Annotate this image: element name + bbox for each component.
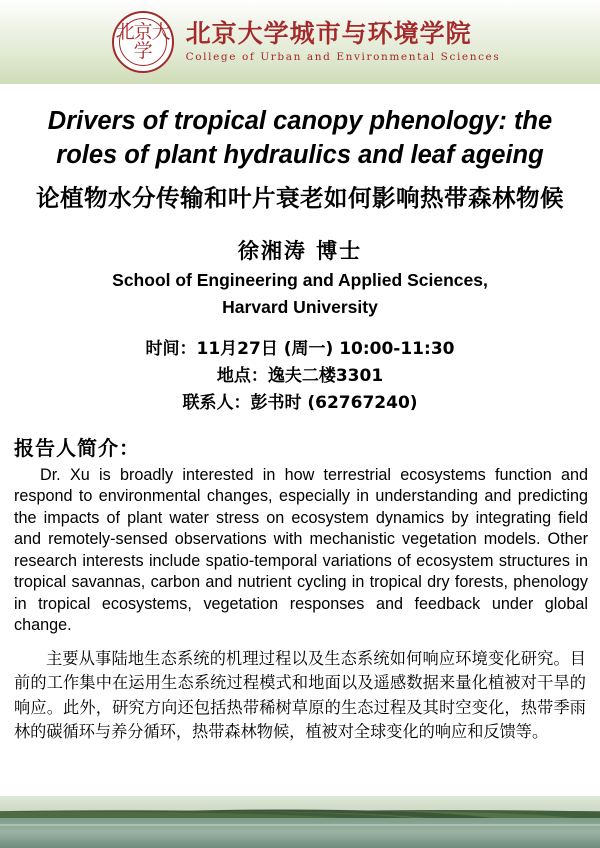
title-block [0,104,600,213]
title-english-line2: roles of plant hydraulics and leaf ageing [56,141,544,170]
institution-header [0,0,600,84]
logistics-block [0,336,600,418]
title-chinese: 论植物水分传输和叶片衰老如何影响热带森林物候 [36,183,564,212]
bio-english-paragraph: Dr. Xu is broadly interested in how terrestrial ecosystems function and respond to environmental changes, especially in understanding and predicting the impacts of plant water stress on ecosystem dynamics by integrating field and remotely-sensed observations with mechanistic vegetation models. Other research interests include spatio-temporal variations of ecosystem structures in tropical savannas, carbon and nutrient cycling in tropical dry forests, phenology in tropical ecosystems, vegetation responses and feedback under global change. [14,465,588,635]
event-place: 地点：逸夫二楼3301 [216,366,384,387]
university-name-english: College of Urban and Environmental Sciences [185,51,501,64]
university-name-chinese: 北京大学城市与环境学院 [185,18,472,48]
speaker-affiliation-line1: School of Engineering and Applied Sciences, [112,269,488,290]
institution-names [185,18,501,64]
bio-chinese-paragraph: 主要从事陆地生态系统的机理过程以及生态系统如何响应环境变化研究。目前的工作集中在运用生态系统过程模式和地面以及遥感数据来量化植被对干旱的响应。此外，研究方向还包括热带稀树草原的生态过程及其时空变化，热带季雨林的碳循环与养分循环，热带森林物候，植被对全球变化的响应和反馈等。 [14,649,586,741]
bio-heading: 报告人简介： [14,435,140,460]
header-logo-group [112,11,501,73]
peking-university-seal-icon [112,11,174,73]
speaker-block [0,235,600,320]
event-time: 时间：11月27日 (周一) 10:00-11:30 [145,339,455,360]
seal-glyph-text: 北京大学 [115,21,170,62]
campus-lake-photo [0,796,600,848]
speaker-name: 徐湘涛 博士 [237,237,363,263]
photo-water [0,818,600,848]
speaker-affiliation-line2: Harvard University [222,297,378,318]
event-contact: 联系人：彭书时 (62767240) [182,393,418,414]
title-english-line1: Drivers of tropical canopy phenology: the [47,107,553,135]
